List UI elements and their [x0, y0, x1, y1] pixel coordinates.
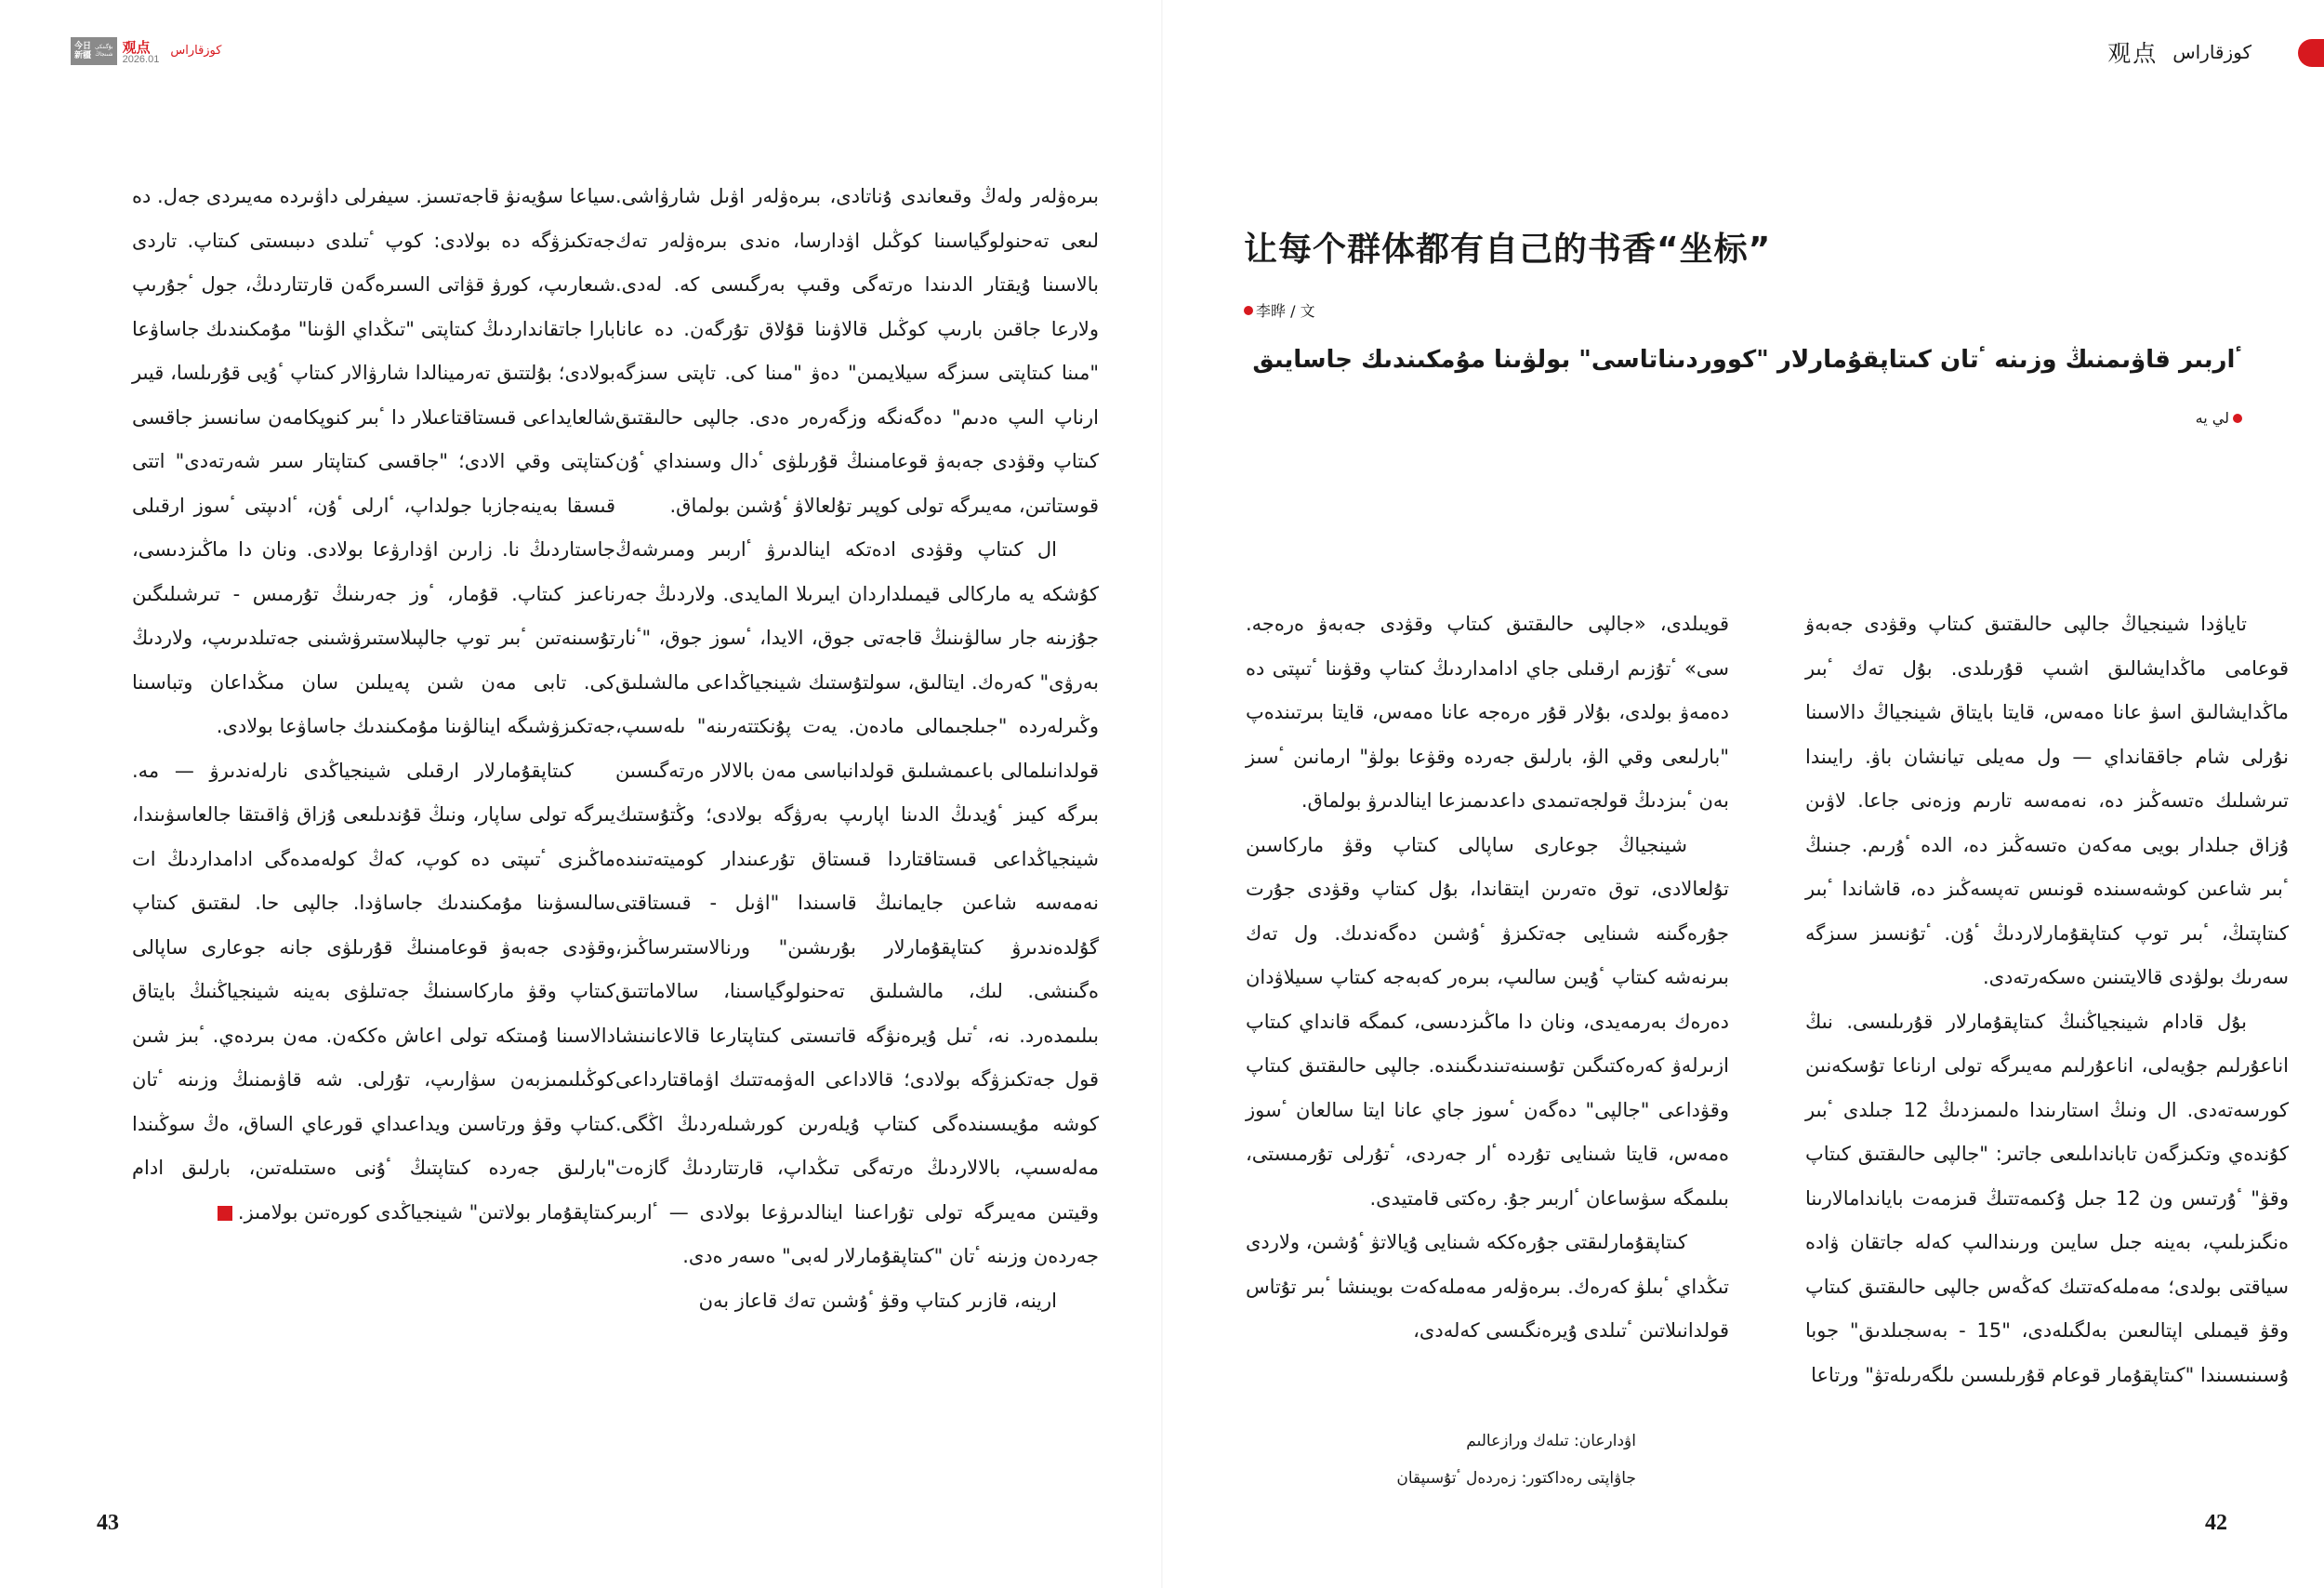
- logo-zh-text: 今日 新疆: [74, 42, 92, 60]
- paragraph: ارينە، قازىر كىتاپ وقۋ ٴۇشىن تەك قاعاز بەن: [698, 1289, 1057, 1312]
- magazine-logo: [71, 37, 117, 65]
- logo-ug-text: بۇگىنكى شىنجاڭ: [95, 44, 113, 58]
- text-column-2: [1246, 602, 1729, 1354]
- article-title-zh: 让每个群体都有自己的书香“坐标”: [1244, 231, 1772, 269]
- paragraph-text: كىتاپقۇمارلار ارقىلى شينجياڭدى نارلەندىرۋ — مە. يىرگە تولى ساپار، ونىڭ قۇندىلىعى ۇزاق ۋاقىتقا جالعاسۋىندا، ماڭىزى ٴتىپتى دە كوپ، كەڭ كولەمدەگى ادامداردىڭ ات سالىسۋىنا مۇمكىندىك جاساۋدا. جالپى حا. لىقتىق كىتاپ وقۋدى جەبەۋ قوعامىنىڭ قۇرىلۋى جانە جوعارى ساپالى كىتاپ وقۋ ماركاسىنىڭ جەتىلۋى بەينە شينجياڭنىڭ بايتاق دالاسىنا ۇمىتكە تولى اعاش ەككەن. مەن بىردەي. ٴبىز شىن كوڭىلىمىزبەن سۋارىپ، تۇرلى. شە قاۋىمنىڭ وزىنە ٴتان كىتاپ وقۋ ورتاسىن ويداعىداي قورعاي الساق، ەڭ سوڭىندا "بارلىق جەردە كىتاپتىڭ ٴۇنى ەستىلەتىن، بارلىق ادام كىتاپقۇمار بولاتىن" شينجياڭدى كورەتىن بولامىز.: [132, 759, 615, 1224]
- translator-credit: اۋدارعان: تىلەك ورازعالىم: [1466, 1432, 1636, 1450]
- page-spine: [1161, 0, 1163, 1588]
- text-column-4: [132, 175, 615, 1235]
- issue-date: 2026.01: [122, 54, 160, 65]
- section-label-ug: كوزقاراس: [170, 44, 222, 58]
- section-label-ug: كوزقاراس: [2172, 41, 2251, 63]
- paragraph: تاياۋدا شينجياڭ جالپى حالىقتىق كىتاپ وقۋدى جەبەۋ قوعامى ماڭدايشالىق اشىپ قۇرىلدى. بۇل تەك ٴبىر ماڭدايشالىق اسۋ عانا ەمەس، قايتا بايتاق شينجياڭ دالاسىنا نۇرلى شام جاققانداي — ول مەيلى تيانشان باۋ. رايىندا تىرشىلىك ەتسەڭىز دە، نەمەسە تارىم وزەنى جاعا. لاۋىن ۇزاق جىلدار بويى مەكەن ەتسەڭىز دە، الدە ٴۇرىم. جىنىڭ ٴبىر شاعىن كوشەسىندە قونىس تەپسەڭىز دە، قاشاندا ٴبىر كىتاپتىڭ، ٴبىر توپ كىتاپقۇمارلاردىڭ ٴۇن. ٴتۇنسىز سىزگە سەرىك بولۋدى قالايتىنىن ەسكەرتەدى.: [1805, 613, 2289, 988]
- section-label-zh: 观点: [122, 39, 151, 56]
- author-zh: 李晔 / 文: [1256, 302, 1315, 320]
- byline-ug: [2196, 409, 2242, 427]
- paragraph: بىرەۋلەر ولەڭ وقىعاندى ۇناتادى، بىرەۋلەر اۋىل شارۋاشى. لىعى تەحنولوگياسىنا كوڭىل اۋدارسا، ەندى بىرەۋلەر تەك بالاسىنا ۇيقتار الدىندا ەرتەگى وقىپ بەرگىسى كە. لەدى. ولارعا جاقىن بارىپ كوڭىل قالاۋىنا قۇلاق تۇرگەن. دە عانا "مىنا كىتاپتى سىزگە سيلايمىن" دەۋ "مىنا كى. تاپتى سىزگە ارناپ الىپ ەدىم" دەگەنگە وزگەرەر ەدى. جالپى حالىقتىق كىتاپ وقۋدى جەبەۋ قوعامىنىڭ قۇرىلۋى ٴدال وسىنداي ٴۇن قوستاتىن، مەيىرگە تولى كوپىر تۇلعالاۋ ٴۇشىن بولماق.: [615, 185, 1099, 517]
- editor-credit: جاۋاپتى رەداكتور: زەردەل ٴتۇسىپقان: [1396, 1469, 1636, 1488]
- paragraph: بۇل قادام شينجياڭنىڭ كىتاپقۇمارلار قۇرىلىسى. نىڭ اناعۇرلىم جۇيەلى، اناعۇرلىم مەيىرگە تولى ارناعا تۇسكەنىن كورسەتەدى. ال ونىڭ استارىندا ەلىمىزدىڭ 12 جىلدى ٴبىر كۇندەي وتكىزگەن تابانداىلىعى جاتىر: "جالپى حالىقتىق كىتاپ وقۋ" ٴۇرتىس ون 12 جىل ۇكىمەتتىڭ قىزمەت باياندامالارىنا ەنگىزىلىپ، بەينە جىل سايىن ورىندالىپ كەلە جاتقان ۋادە سياقتى بولدى؛ مەملەكەتتىك كەڭەس جالپى حالىقتىق كىتاپ وقۋ قيمىلى اپتالىعىن بەلگىلەدى، "15 - بەسجىلدىق" جوبا ۇسىنىسىندا "كىتاپقۇمار قوعام قۇرىلىسىن ىلگەرىلەتۋ" ورتاعا: [1805, 1010, 2290, 1386]
- article-end-mark-icon: J: [218, 1206, 232, 1221]
- paragraph-final: [132, 749, 615, 1236]
- bullet-dot-icon: [1244, 306, 1253, 315]
- paragraph: ال كىتاپ وقۋدى ادەتكە اينالدىرۋ ٴاربىر ومىرشەڭ كۇشكە يە ماركالى قيمىلداردان ايىرىلا المايدى. ولاردىڭ جەر جۇزىنە جار سالۋىنىڭ قاجەتى جوق، الايدا، ٴسوز جوق، "ٴنار بەرۋى" كەرەك. ايتالىق، سولتۇستىك شينجياڭداعى مالشىلىق وڭىرلەردە "جىلجىمالى مادەن. يەت پۇنكتتەرىنە" ىلەسىپ، قولدانىلمالى باعىمشىلىق قولدانباسى مەن بالالار ەرتەگىسىن بىرگە كيىز ٴۇيدىڭ الدىنا اپارىپ بەرۋگە بولادى؛ وڭتۇستىك شينجياڭداعى قىستاقتاردا قىستاق تۇرعىندار كوميتەتىندە نەمەسە شاعىن جايمانىڭ قاسىندا "اۋىل - قىستاقتى گۇلدەندىرۋ كىتاپقۇمارلار بۇرىشىن" ورنالاستىرساڭىز، ەگىنشى. لىك، مالشىلىق تەحنولوگياسىنا، سالاماتتىق بىلىمدەرد. نە، ٴتىل ۇيرەنۋگە قاتىستى كىتاپتارعا قالاعانىنشا قول جەتكىزۋگە بولادى؛ قالاداعى الەۋمەتتىك اۋماقتارداعى كوشە مۇيىسىندەگى كىتاپ ۇيلەرىن كورشىلەردىڭ اڭگى. مەلەسىپ، بالالاردىڭ ەرتەگى تىڭداپ، قارتتاردىڭ گازەت وقيتىن مەيىرگە تولى تۇراعىنا اينالدىرۋعا بولادى — ٴاربىر جەردەن وزىنە ٴتان "كىتاپقۇمارلار لەبى" ەسەر ەدى.: [615, 538, 1099, 1267]
- running-header-right: [2107, 35, 2251, 69]
- paragraph: قويىلدى، «جالپى حالىقتىق كىتاپ وقۋدى جەبەۋ ەرەجە. سى» ٴتۇزىم ارقىلى جاي ادامداردىڭ كىتاپ وقۋىنا ٴتىپتى دە دەمەۋ بولدى، بۇلار قۇر ەرەجە عانا ەمەس، قايتا بىرتىندەپ "بارلىعى وقي الۋ، بارلىق جەردە وقۋعا بولۋ" ارمانىن ٴسىز بەن ٴبىزدىڭ قولجەتىمدى داعدىمىزعا اينالدىرۋ بولماق.: [1246, 613, 1729, 812]
- text-column-3: [615, 175, 1099, 1323]
- page-number-right: 42: [2205, 1511, 2227, 1535]
- paragraph: سياعا سۇيەنۋ قاجەتسىز. سيفرلى داۋىردە مەيىردى جەل. دە جەتكىزۋگە دە بولادى: كوپ ٴتىلدى دىبىستى كىتاپ. تاردى شىعارىپ، كورۋ قۋاتى السىرەگەن قارتتاردىڭ، جول ٴجۇرىپ بارا جاتقانداردىڭ كىتاپتى "تىڭداي الۋىنا" مۇمكىندىك جاساۋعا بولادى؛ بۇلتتىق تەرمينالدا شارۋالار كىتاپ ٴۇيى قۇرىلسا، قيىر شالعايداعى قىستاقتاعىلار دا ٴبىر كنوپكامەن سانسىز جاقسى كىتاپتى وقي الادى؛ "جاقسى كىتاپتار سىر شەرتەدى" اتتى قىسقا بەينەجازبا جولداپ، ٴارلى ٴۇن، ٴادىپتى ٴسوز ارقىلى جاستاردىڭ نا. زارىن اۋدارۋعا بولادى. ونان دا ماڭىزدىسى، ناعىز كىتاپ. قۇمار، ٴوز جەرىنىڭ تۇرمىس - تىرشىلىگىن تۇسىنەتىن ٴبىر توپ جالپىلاستىرۋشىنى جەتىلدىرىپ، ولاردىڭ كى. تابى مەن شىن پەيىلىن سان مىڭداعان وتباسىنا جەتكىزۋشىگە اينالۋىنا مۇمكىندىك جاساۋعا بولادى.: [132, 185, 615, 737]
- page-number-left: 43: [97, 1511, 119, 1535]
- paragraph: كىتاپقۇمارلىقتى جۇرەككە شىنايى ۇيالاتۋ ٴۇشىن، ولاردى تىڭداي ٴبىلۋ كەرەك. بىرەۋلەر مەملەكەت بويىنشا ٴبىر تۇتاس قولدانىلاتىن ٴتىلدى ۇيرەنگىسى كەلەدى،: [1246, 1231, 1729, 1342]
- author-ug: لي يە: [2195, 409, 2229, 427]
- article-title-ug: ٴاربىر قاۋىمنىڭ وزىنە ٴتان كىتاپقۇمارلار "كووردىناتاسى" بولۋىنا مۇمكىندىك جاسايىق: [1252, 346, 2242, 374]
- text-column-1: [1805, 602, 2289, 1397]
- byline-zh: [1244, 299, 1315, 321]
- credits: [1396, 1423, 1636, 1497]
- section-tab-marker: [2298, 39, 2324, 67]
- section-label-zh: 观点: [2107, 40, 2159, 67]
- bullet-dot-icon: [2233, 414, 2242, 423]
- running-header-left: [71, 37, 221, 65]
- paragraph: شينجياڭ جوعارى ساپالى كىتاپ وقۋ ماركاسىن تۇلعالادى، توق ەتەرىن ايتقاندا، بۇل كىتاپ وقۋدى جۇرت جۇرەگىنە شىنايى جەتكىزۋ ٴۇشىن دەگەندىك. ول تەك بىرنەشە كىتاپ ٴۇيىن سالىپ، بىرەر كەبەجە كىتاپ سىيلاۋدان دەرەك بەرمەيدى، ونان دا ماڭىزدىسى، كىمگە قانداي كىتاپ ازىرلەۋ كەرەكتىگىن تۇسىنەتىندىگىندە. جالپى حالىقتىق كىتاپ وقۋداعى "جالپى" دەگەن ٴسوز جاي عانا ايتا سالعان ٴسوز ەمەس، قايتا شىنايى تۇردە ٴار جەردى، ٴتۇرلى تۇرمىستى، بىلىمگە سۋساعان ٴاربىر جۇ. رەكتى قامتيدى.: [1246, 833, 1729, 1210]
